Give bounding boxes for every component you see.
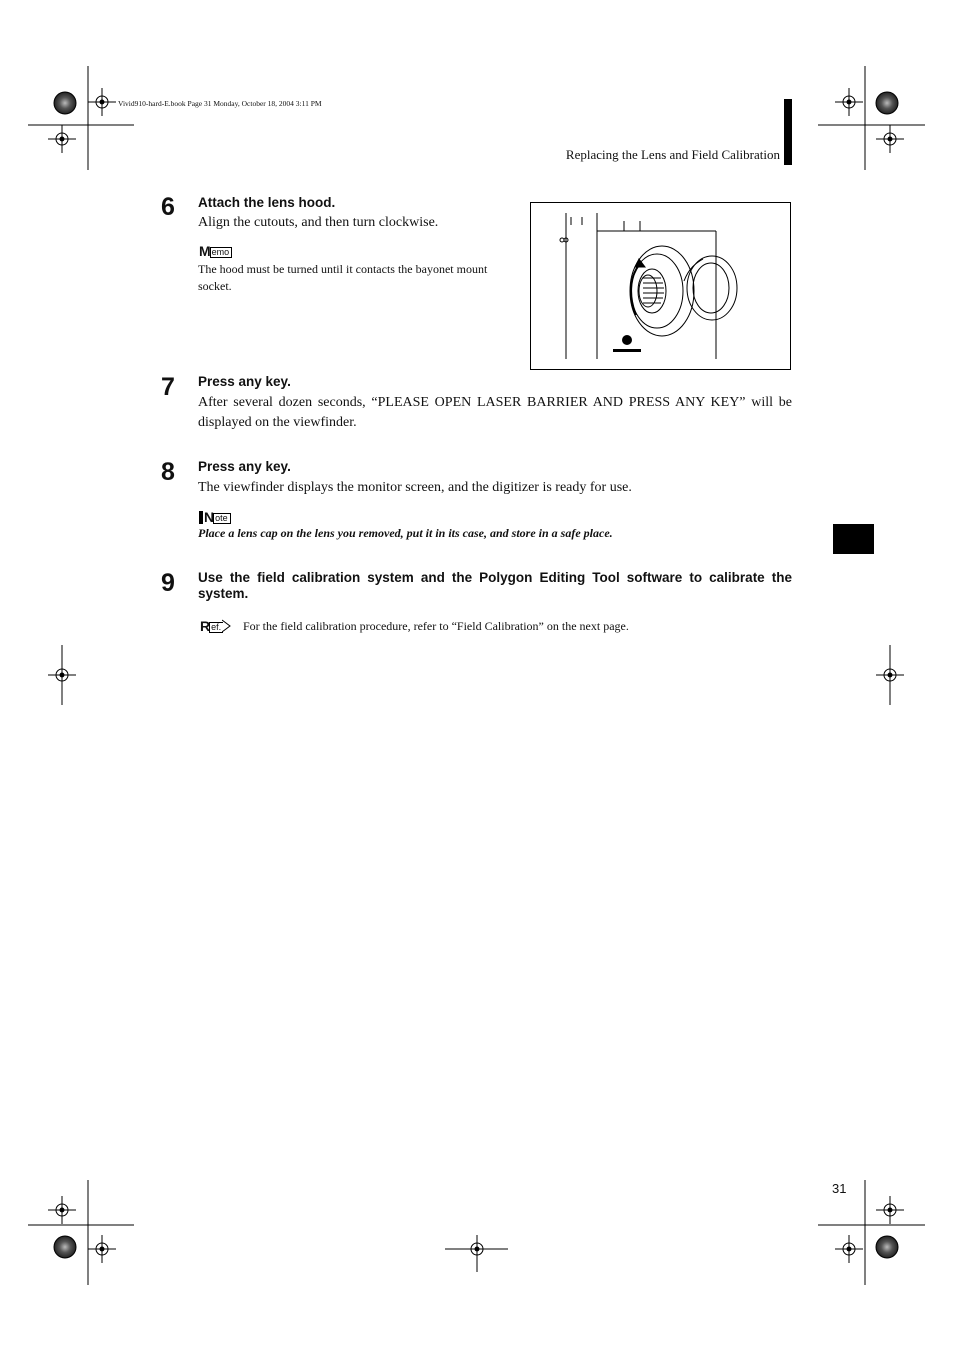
step-title: Press any key. bbox=[198, 374, 291, 389]
running-title: Replacing the Lens and Field Calibration bbox=[565, 147, 780, 162]
page-number: 31 bbox=[832, 1181, 847, 1196]
camera-lens-hood-illustration bbox=[531, 203, 790, 369]
step-title: Attach the lens hood. bbox=[198, 195, 336, 210]
chapter-thumb-tab bbox=[833, 524, 874, 554]
memo-icon: M emo bbox=[199, 244, 232, 258]
step-title: Press any key. bbox=[198, 459, 291, 474]
lens-hood-figure bbox=[530, 202, 791, 370]
section-bar bbox=[784, 99, 792, 165]
file-stamp: Vivid910-hard-E.book Page 31 Monday, October 18, 2004 3:11 PM bbox=[118, 99, 322, 108]
step-number: 8 bbox=[161, 458, 175, 486]
step-number: 7 bbox=[161, 373, 175, 401]
step-body: After several dozen seconds, “PLEASE OPEN LASER BARRIER AND PRESS ANY KEY” will be displayed on the viewfinder. bbox=[198, 395, 792, 430]
step-title: Use the field calibration system and the Polygon Editing Tool software to calibrate the system. bbox=[198, 570, 792, 601]
step-body: The viewfinder displays the monitor screen, and the digitizer is ready for use. bbox=[198, 480, 632, 495]
reference-icon: R ef. bbox=[200, 619, 232, 633]
note-text: Place a lens cap on the lens you removed, put it in its case, and store in a safe place. bbox=[198, 526, 613, 540]
step-number: 6 bbox=[161, 193, 175, 221]
step-number: 9 bbox=[161, 569, 175, 597]
step-body: Align the cutouts, and then turn clockwise. bbox=[198, 215, 439, 230]
reference-text: For the field calibration procedure, refer to “Field Calibration” on the next page. bbox=[243, 619, 629, 633]
note-icon: N ote bbox=[199, 510, 231, 524]
memo-text: The hood must be turned until it contacts the bayonet mount socket. bbox=[198, 262, 488, 293]
